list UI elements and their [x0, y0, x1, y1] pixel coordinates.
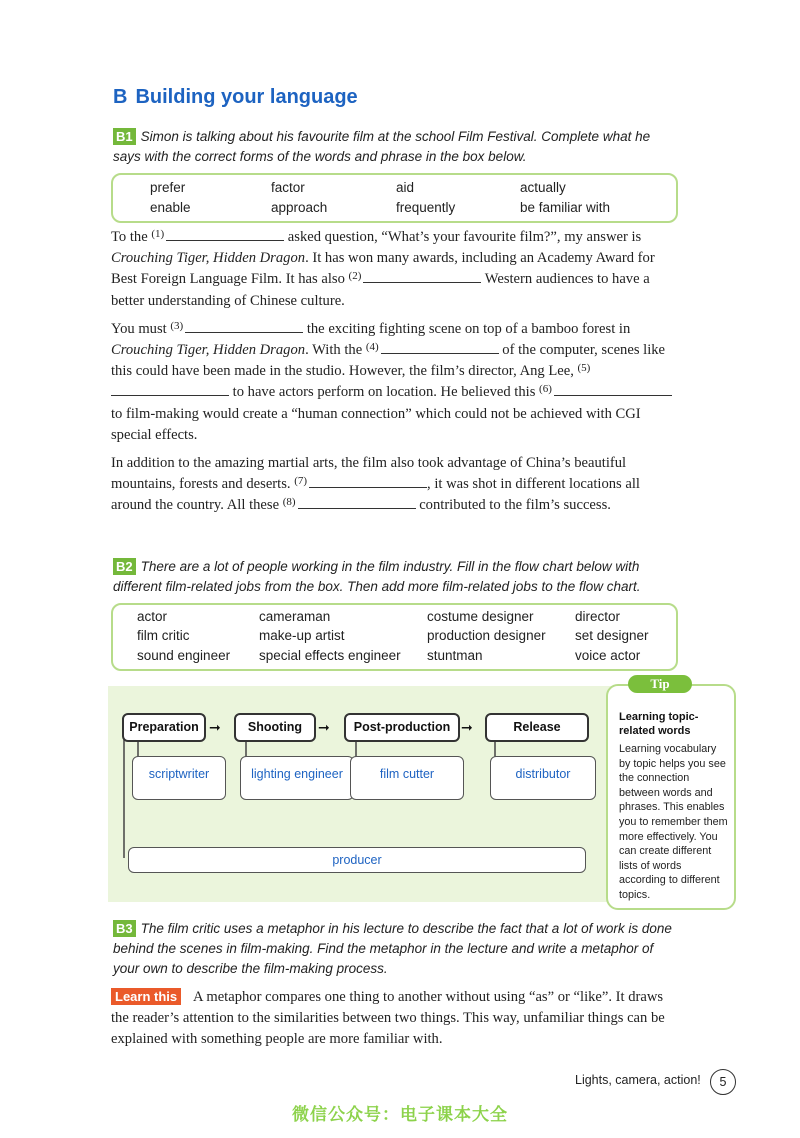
- blank-number: (1): [151, 228, 165, 240]
- flow-job-scriptwriter: scriptwriter: [132, 756, 226, 800]
- text: asked question, “What’s your favourite film?”, my answer is: [284, 229, 642, 245]
- flow-stage-preparation: Preparation: [122, 713, 206, 742]
- word-item: factor: [271, 180, 305, 195]
- b1-tag: B1: [113, 128, 136, 145]
- word-item: approach: [271, 200, 328, 215]
- film-title: Crouching Tiger, Hidden Dragon: [111, 342, 306, 359]
- word-item: production designer: [427, 628, 546, 643]
- word-item: enable: [150, 200, 191, 215]
- learn-this-note: [111, 987, 678, 1051]
- word-item: special effects engineer: [259, 648, 401, 663]
- flow-job-distributor: distributor: [490, 756, 596, 800]
- footer-chapter-title: Lights, camera, action!: [575, 1073, 701, 1087]
- word-item: costume designer: [427, 609, 534, 624]
- word-item: set designer: [575, 628, 649, 643]
- word-item: actually: [520, 180, 566, 195]
- learn-this-label: Learn this: [111, 988, 181, 1005]
- word-item: cameraman: [259, 609, 331, 624]
- b2-tag: B2: [113, 558, 136, 575]
- text: of the computer, scenes like this could have been made in the studio. However, the film’s director, Ang Lee,: [111, 342, 666, 380]
- b2-instruction-text: There are a lot of people working in the film industry. Fill in the flow chart below with different film-related jobs from the box. Then add more film-related jobs to the flow chart.: [113, 559, 641, 594]
- text: , it was shot in different locations all around the country. All these: [111, 476, 640, 514]
- film-title: Crouching Tiger, Hidden Dragon: [111, 250, 306, 267]
- tip-title: Learning topic-related words: [619, 711, 699, 737]
- flow-arrow-icon: ➞: [318, 719, 330, 735]
- text: to film-making would create a “human connection” which could not be achieved with CGI special effects.: [111, 405, 641, 443]
- b3-instruction-text: The film critic uses a metaphor in his lecture to describe the fact that a lot of work is done behind the scenes in film-making. Find the metaphor in the lecture and write a metaphor of your own to describe the film-making process.: [113, 921, 672, 976]
- word-item: prefer: [150, 180, 186, 195]
- text: You must: [111, 320, 171, 337]
- word-item: voice actor: [575, 648, 641, 663]
- text: to have actors perform on location. He believed this: [229, 384, 540, 401]
- section-heading: Building your language: [135, 86, 358, 108]
- b1-instruction-text: Simon is talking about his favourite film at the school Film Festival. Complete what he says with the correct forms of the words and phrase in the box below.: [113, 129, 651, 164]
- flow-job-lighting-engineer: lighting engineer: [240, 756, 354, 800]
- learn-this-tag: [111, 987, 181, 1008]
- blank-number: (7): [294, 475, 308, 488]
- word-item: stuntman: [427, 648, 483, 663]
- blank-number: (2): [348, 270, 362, 283]
- word-item: director: [575, 609, 621, 624]
- text: . With the: [305, 342, 366, 359]
- text: contributed to the film’s success.: [415, 497, 611, 514]
- flow-stage-post-production: Post-production: [344, 713, 460, 742]
- tip-text: Learning vocabulary by topic helps you see the connection between words and phrases. This enables you to remember them more effectively. You can create different lists of words according to different topics.: [619, 743, 728, 901]
- flow-job-producer: producer: [128, 847, 586, 873]
- word-item: actor: [137, 609, 168, 624]
- b3-instruction: [113, 919, 673, 979]
- blank-number: (3): [170, 319, 184, 332]
- word-item: frequently: [396, 200, 456, 215]
- blank-number: (5): [577, 362, 591, 375]
- word-item: be familiar with: [520, 200, 611, 215]
- flow-stage-release: Release: [485, 713, 589, 742]
- word-item: sound engineer: [137, 648, 231, 663]
- tip-label: Tip: [628, 675, 692, 693]
- text: In addition to the amazing martial arts, the film also took advantage of China’s beautiful mountains, forests and deserts.: [111, 455, 627, 493]
- flow-stage-shooting: Shooting: [234, 713, 316, 742]
- learn-this-text: A metaphor compares one thing to another without using “as” or “like”. It draws the reader’s attention to the similarities between two things. This way, unfamiliar things can be explained with something people are more familiar with.: [111, 989, 665, 1048]
- flow-arrow-icon: ➞: [209, 719, 221, 735]
- blank-number: (4): [365, 341, 379, 354]
- text: the exciting fighting scene on top of a bamboo forest in: [303, 320, 631, 337]
- text: . It has won many awards, including an Academy Award for Best Foreign Language Film. It has also: [111, 250, 655, 288]
- watermark-text: 微信公众号：电子课本大全: [292, 1105, 508, 1124]
- section-letter: B: [113, 86, 128, 108]
- text: To the: [111, 229, 152, 245]
- flow-arrow-icon: ➞: [461, 719, 473, 735]
- b3-tag: B3: [113, 920, 136, 937]
- flow-job-film-cutter: film cutter: [350, 756, 464, 800]
- word-item: aid: [396, 180, 415, 195]
- page-number: 5: [710, 1069, 736, 1095]
- text: Western audiences to have a better understanding of Chinese culture.: [111, 271, 650, 309]
- blank-number: (6): [539, 383, 552, 396]
- blank-number: (8): [282, 496, 296, 509]
- word-item: film critic: [137, 628, 190, 643]
- word-item: make-up artist: [259, 628, 345, 643]
